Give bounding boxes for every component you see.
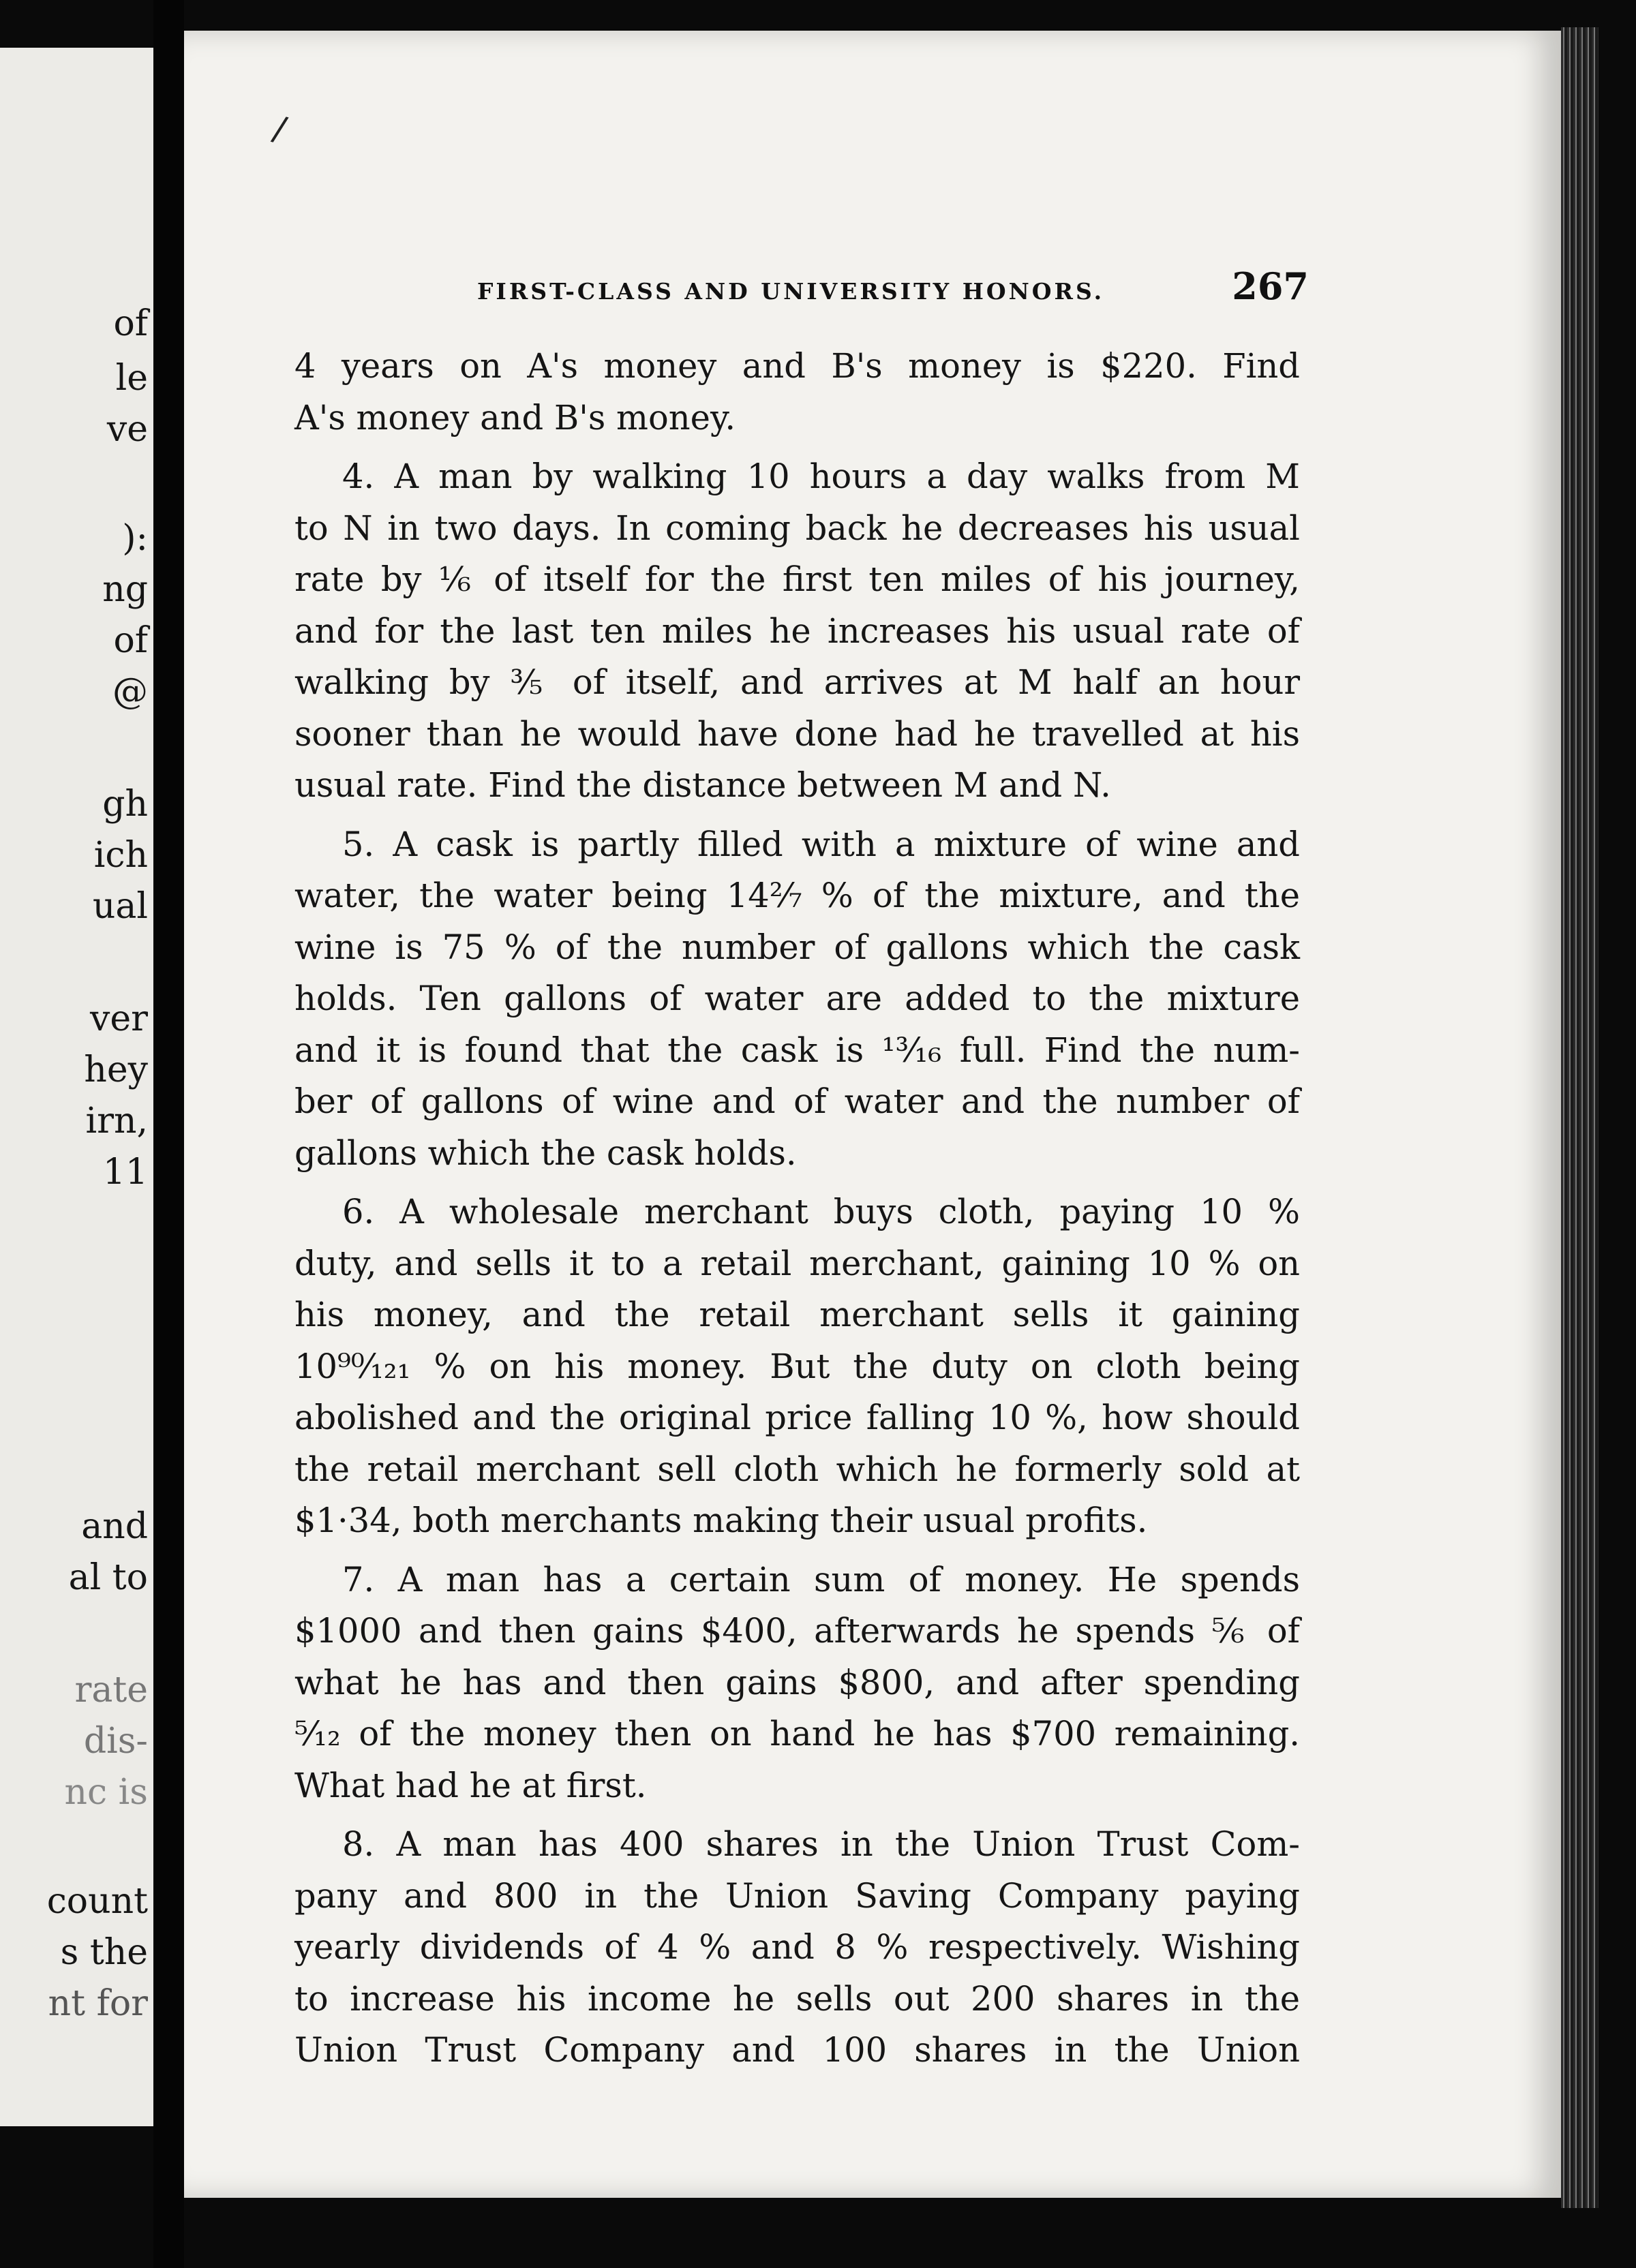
text-line: the retail merchant sell cloth which he formerly sold at <box>294 1449 1300 1489</box>
page-header <box>477 264 1309 308</box>
margin-fragment: le <box>115 358 148 399</box>
text-line: his money, and the retail merchant sells it gaining <box>294 1295 1300 1334</box>
margin-fragment: al to <box>68 1557 148 1598</box>
text-line: abolished and the original price falling 10 %, how should <box>294 1398 1300 1437</box>
text-line: water, the water being 14²⁄₇ % of the mixture, and the <box>294 876 1300 915</box>
text-line: A's money and B's money. <box>294 397 736 438</box>
stray-pen-mark: / <box>269 108 291 150</box>
text-line: what he has and then gains $800, and after spending <box>294 1662 1300 1702</box>
text-line: Union Trust Company and 100 shares in the Union <box>294 2030 1300 2070</box>
text-line: walking by ⅗ of itself, and arrives at M half an hour <box>294 662 1300 702</box>
margin-fragment: gh <box>102 784 148 825</box>
margin-fragment: of <box>113 303 148 344</box>
page-number: 267 <box>1232 264 1309 308</box>
problem-4-first-line: 4. A man by walking 10 hours a day walks from M <box>342 457 1300 496</box>
running-head: FIRST-CLASS AND UNIVERSITY HONORS. <box>477 278 1105 305</box>
margin-fragment: ve <box>106 409 148 450</box>
margin-fragment: @ <box>112 671 148 712</box>
text-line: pany and 800 in the Union Saving Company paying <box>294 1875 1300 1916</box>
margin-fragment: count <box>46 1881 148 1922</box>
margin-fragment: irn, <box>85 1101 148 1141</box>
margin-fragment: 11 <box>102 1152 148 1193</box>
text-line: ⁵⁄₁₂ of the money then on hand he has $700 remaining. <box>294 1714 1300 1753</box>
text-line: and it is found that the cask is ¹³⁄₁₆ full. Find the num- <box>294 1030 1300 1070</box>
text-line: duty, and sells it to a retail merchant, gaining 10 % on <box>294 1243 1300 1283</box>
margin-fragment: and <box>81 1506 148 1547</box>
text-line: to N in two days. In coming back he decreases his usual <box>294 508 1300 548</box>
page-edge-stack <box>1561 27 1599 2208</box>
margin-fragment: s the <box>60 1932 148 1973</box>
text-line: wine is 75 % of the number of gallons which the cask <box>294 927 1300 967</box>
margin-fragment: nt for <box>48 1983 148 2024</box>
text-line: and for the last ten miles he increases his usual rate of <box>294 611 1300 651</box>
text-line: usual rate. Find the distance between M and N. <box>294 765 1111 805</box>
text-line: 4 years on A's money and B's money is $220. Find <box>294 346 1300 386</box>
text-line: to increase his income he sells out 200 shares in the <box>294 1978 1300 2019</box>
problem-8-first-line: 8. A man has 400 shares in the Union Trust Com- <box>342 1824 1300 1864</box>
margin-fragment: dis- <box>83 1721 148 1762</box>
margin-fragment: hey <box>84 1049 148 1090</box>
margin-fragment: of <box>113 620 148 661</box>
text-line: yearly dividends of 4 % and 8 % respectively. Wishing <box>294 1927 1300 1967</box>
body-text <box>294 341 1300 2077</box>
margin-fragment: ng <box>102 569 148 610</box>
text-line: rate by ⅙ of itself for the first ten miles of his journey, <box>294 560 1300 599</box>
problem-7-first-line: 7. A man has a certain sum of money. He spends <box>342 1559 1300 1599</box>
margin-fragment: ): <box>122 518 148 559</box>
text-line: $1·34, both merchants making their usual profits. <box>294 1501 1148 1540</box>
text-line: What had he at first. <box>294 1765 647 1805</box>
margin-fragment: ual <box>92 886 148 927</box>
text-line: gallons which the cask holds. <box>294 1133 797 1173</box>
text-line: 10⁹⁰⁄₁₂₁ % on his money. But the duty on cloth being <box>294 1346 1300 1386</box>
problem-6-first-line: 6. A wholesale merchant buys cloth, paying 10 % <box>342 1192 1300 1231</box>
left-page-edge <box>0 48 153 2126</box>
margin-fragment: ich <box>93 835 148 876</box>
text-line: sooner than he would have done had he travelled at his <box>294 714 1300 754</box>
text-line: ber of gallons of wine and of water and the number of <box>294 1082 1300 1121</box>
text-line: $1000 and then gains $400, afterwards he spends ⅚ of <box>294 1611 1300 1651</box>
margin-fragment: nc is <box>64 1772 148 1813</box>
text-line: holds. Ten gallons of water are added to the mixture <box>294 979 1300 1018</box>
margin-fragment: ver <box>89 998 148 1039</box>
margin-fragment: rate <box>74 1670 148 1711</box>
book-gutter <box>153 0 184 2268</box>
problem-5-first-line: 5. A cask is partly filled with a mixture of wine and <box>342 824 1300 864</box>
